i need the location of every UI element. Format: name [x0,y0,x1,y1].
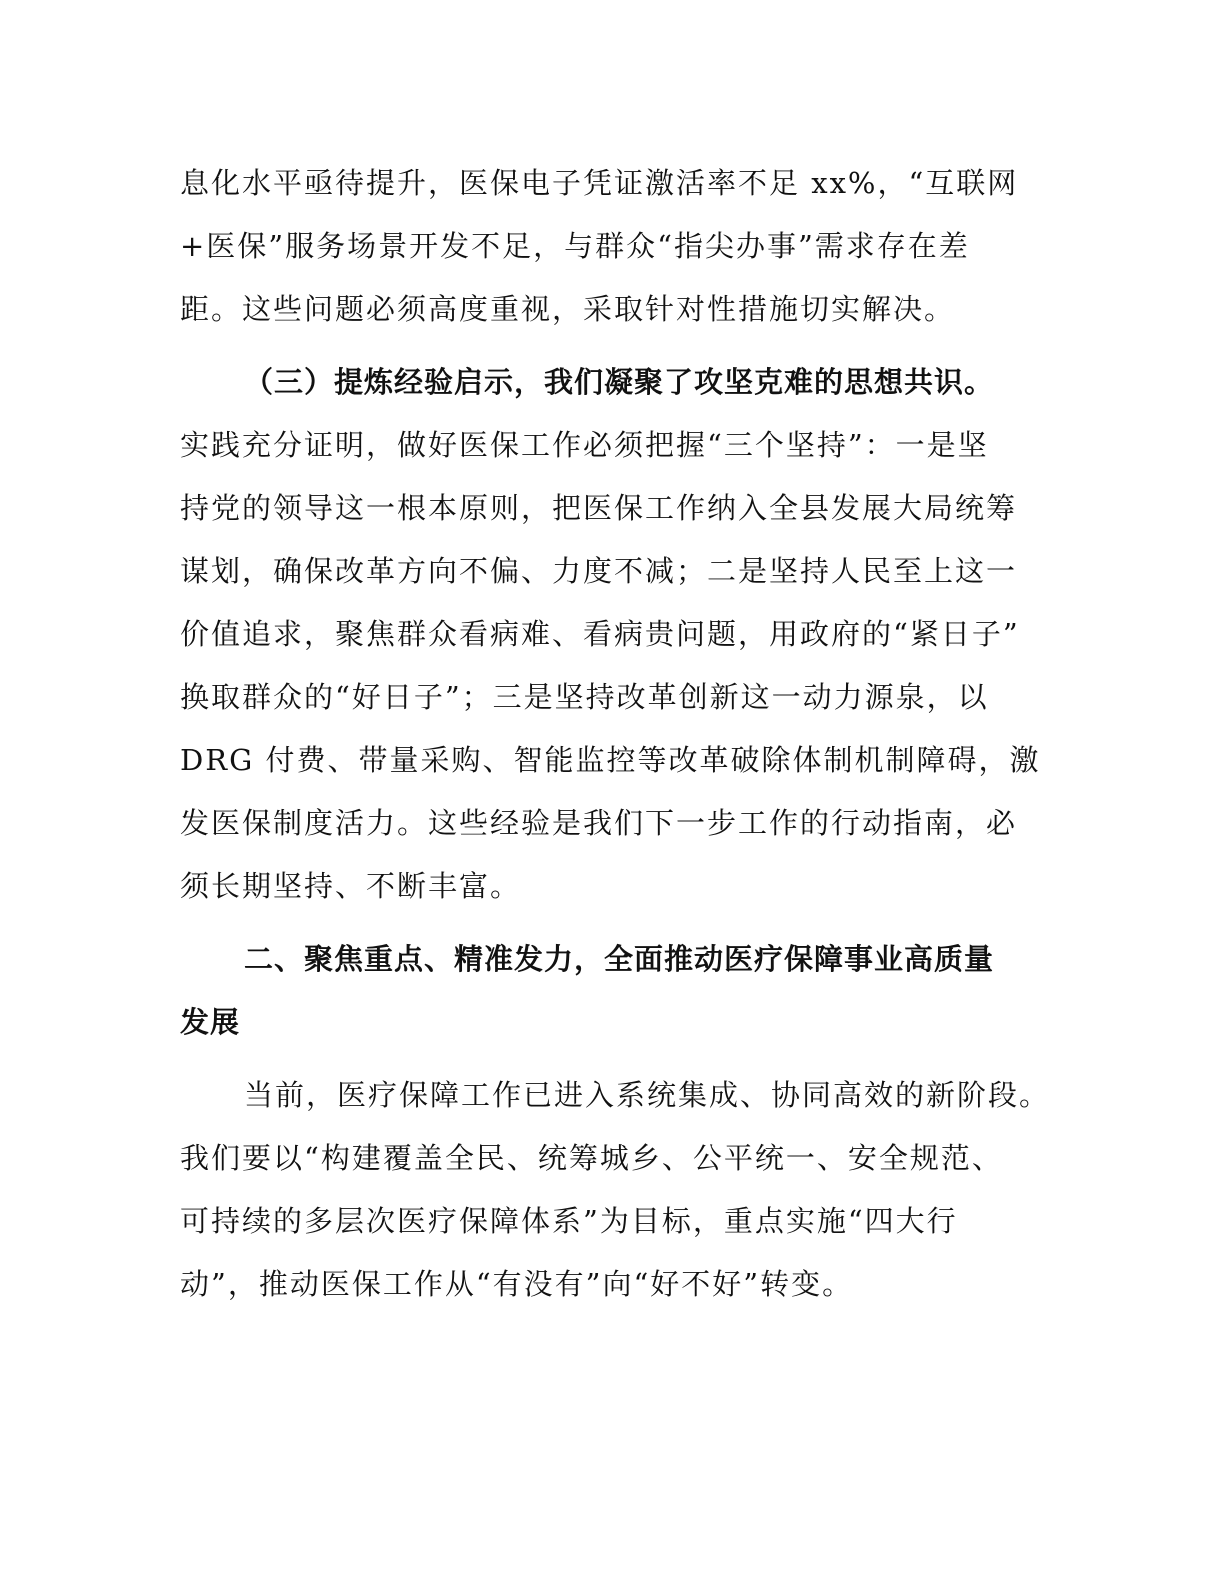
paragraph-line: 换取群众的“好日子”；三是坚持改革创新这一动力源泉，以 [180,680,989,714]
paragraph-line: 持党的领导这一根本原则，把医保工作纳入全县发展大局统筹 [180,491,1018,525]
paragraph-line: 当前，医疗保障工作已进入系统集成、协同高效的新阶段。 [244,1078,1051,1112]
paragraph-line: 我们要以“构建覆盖全民、统筹城乡、公平统一、安全规范、 [180,1141,1003,1175]
document-body [180,152,1060,1316]
spacer [180,341,1060,351]
paragraph-line: 价值追求，聚焦群众看病难、看病贵问题，用政府的“紧日子” [180,617,1020,651]
section-heading-2-continued: 发展 [180,1005,241,1039]
paragraph-line: 发医保制度活力。这些经验是我们下一步工作的行动指南，必 [180,806,1018,840]
spacer [180,1054,1060,1064]
paragraph-line: 实践充分证明，做好医保工作必须把握“三个坚持”：一是坚 [180,428,989,462]
paragraph-line: +医保”服务场景开发不足，与群众“指尖办事”需求存在差 [180,229,970,263]
paragraph-line: 谋划，确保改革方向不偏、力度不减；二是坚持人民至上这一 [180,554,1018,588]
spacer [180,918,1060,928]
paragraph-line: 须长期坚持、不断丰富。 [180,869,522,903]
paragraph-line: 息化水平亟待提升，医保电子凭证激活率不足 xx%，“互联网 [180,166,1019,200]
paragraph-line: 距。这些问题必须高度重视，采取针对性措施切实解决。 [180,292,956,326]
paragraph-line: 可持续的多层次医疗保障体系”为目标，重点实施“四大行 [180,1204,958,1238]
section-heading-2: 二、聚焦重点、精准发力，全面推动医疗保障事业高质量 [244,942,995,976]
paragraph-line: 动”，推动医保工作从“有没有”向“好不好”转变。 [180,1267,854,1301]
paragraph-line: DRG 付费、带量采购、智能监控等改革破除体制机制障碍，激 [180,743,1041,777]
section-heading-3: （三）提炼经验启示，我们凝聚了攻坚克难的思想共识。 [244,365,995,399]
